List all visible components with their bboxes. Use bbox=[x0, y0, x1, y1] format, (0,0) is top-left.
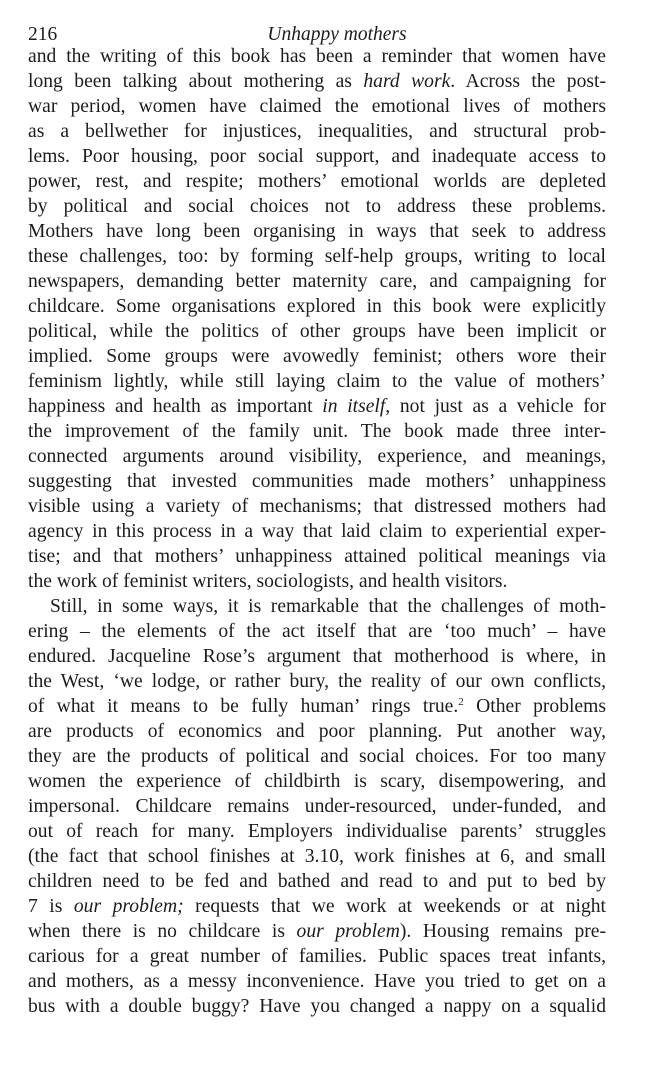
text-line: Still, in some ways, it is remarkable that the challenges of moth- bbox=[50, 596, 606, 617]
text-line: as a bellwether for injustices, inequalities, and structural prob- bbox=[28, 121, 606, 142]
text-line: war period, women have claimed the emotional lives of mothers bbox=[28, 96, 606, 117]
text-line: 7 is our problem; requests that we work at weekends or at night bbox=[28, 896, 606, 917]
text-line: connected arguments around visibility, experience, and meanings, bbox=[28, 446, 606, 467]
text-line: newspapers, demanding better maternity care, and campaigning for bbox=[28, 271, 606, 292]
text-line: lems. Poor housing, poor social support, and inadequate access to bbox=[28, 146, 606, 167]
emphasis-hard-work: hard work bbox=[363, 71, 451, 92]
emphasis-in-itself: in itself bbox=[322, 396, 386, 417]
text-line: when there is no childcare is our problem). Housing remains pre- bbox=[28, 921, 607, 942]
text-line: the West, ‘we lodge, or rather bury, the reality of our own conflicts, bbox=[28, 671, 606, 692]
text-line: the improvement of the family unit. The book made three inter- bbox=[28, 421, 606, 442]
body-text bbox=[28, 44, 606, 1019]
text-line: by political and social choices not to address these problems. bbox=[28, 196, 606, 217]
running-head-title: Unhappy mothers bbox=[267, 24, 407, 45]
text-line: out of reach for many. Employers individualise parents’ struggles bbox=[28, 821, 606, 842]
text-line: these challenges, too: by forming self-help groups, writing to local bbox=[28, 246, 606, 267]
page-number: 216 bbox=[28, 24, 58, 45]
text-line: political, while the politics of other groups have been implicit or bbox=[28, 321, 606, 342]
text-line: children need to be fed and bathed and read to and put to bed by bbox=[28, 871, 606, 892]
text-line: bus with a double buggy? Have you changed a nappy on a squalid bbox=[28, 996, 606, 1017]
text-line: childcare. Some organisations explored in this book were explicitly bbox=[28, 296, 606, 317]
text-line: impersonal. Childcare remains under-resourced, under-funded, and bbox=[28, 796, 606, 817]
text-line: are products of economics and poor planning. Put another way, bbox=[28, 721, 606, 742]
text-line: long been talking about mothering as hard work. Across the post- bbox=[28, 71, 606, 92]
text-line: power, rest, and respite; mothers’ emotional worlds are depleted bbox=[28, 171, 606, 192]
text-line: feminism lightly, while still laying claim to the value of mothers’ bbox=[28, 371, 606, 392]
text-line: and the writing of this book has been a reminder that women have bbox=[28, 46, 606, 67]
text-line: of what it means to be fully human’ rings true.$^2$ Other problems bbox=[28, 696, 606, 717]
emphasis-our-problem: our problem bbox=[296, 921, 400, 942]
paragraph-2 bbox=[28, 594, 606, 1019]
text-line: ering – the elements of the act itself that are ‘too much’ – have bbox=[28, 621, 606, 642]
paragraph-1 bbox=[28, 44, 606, 594]
text-line: Mothers have long been organising in ways that seek to address bbox=[28, 221, 606, 242]
text-line: endured. Jacqueline Rose’s argument that motherhood is where, in bbox=[28, 646, 606, 667]
text-line: they are the products of political and social choices. For too many bbox=[28, 746, 606, 767]
text-line: visible using a variety of mechanisms; that distressed mothers had bbox=[28, 496, 606, 517]
text-line: women the experience of childbirth is scary, disempowering, and bbox=[28, 771, 606, 792]
text-line: tise; and that mothers’ unhappiness attained political meanings via bbox=[28, 546, 606, 567]
text-line: carious for a great number of families. Public spaces treat infants, bbox=[28, 946, 606, 967]
text-line: the work of feminist writers, sociologists, and health visitors. bbox=[28, 571, 508, 592]
text-line: implied. Some groups were avowedly feminist; others wore their bbox=[28, 346, 606, 367]
text-line: agency in this process in a way that laid claim to experiential exper- bbox=[28, 521, 606, 542]
text-line: (the fact that school finishes at 3.10, work finishes at 6, and small bbox=[28, 846, 606, 867]
text-line: happiness and health as important in itself, not just as a vehicle for bbox=[28, 396, 606, 417]
footnote-marker[interactable]: 2 bbox=[458, 696, 464, 708]
text-line: suggesting that invested communities made mothers’ unhappiness bbox=[28, 471, 606, 492]
text-line: and mothers, as a messy inconvenience. Have you tried to get on a bbox=[28, 971, 606, 992]
emphasis-our-problem: our problem; bbox=[73, 896, 184, 917]
